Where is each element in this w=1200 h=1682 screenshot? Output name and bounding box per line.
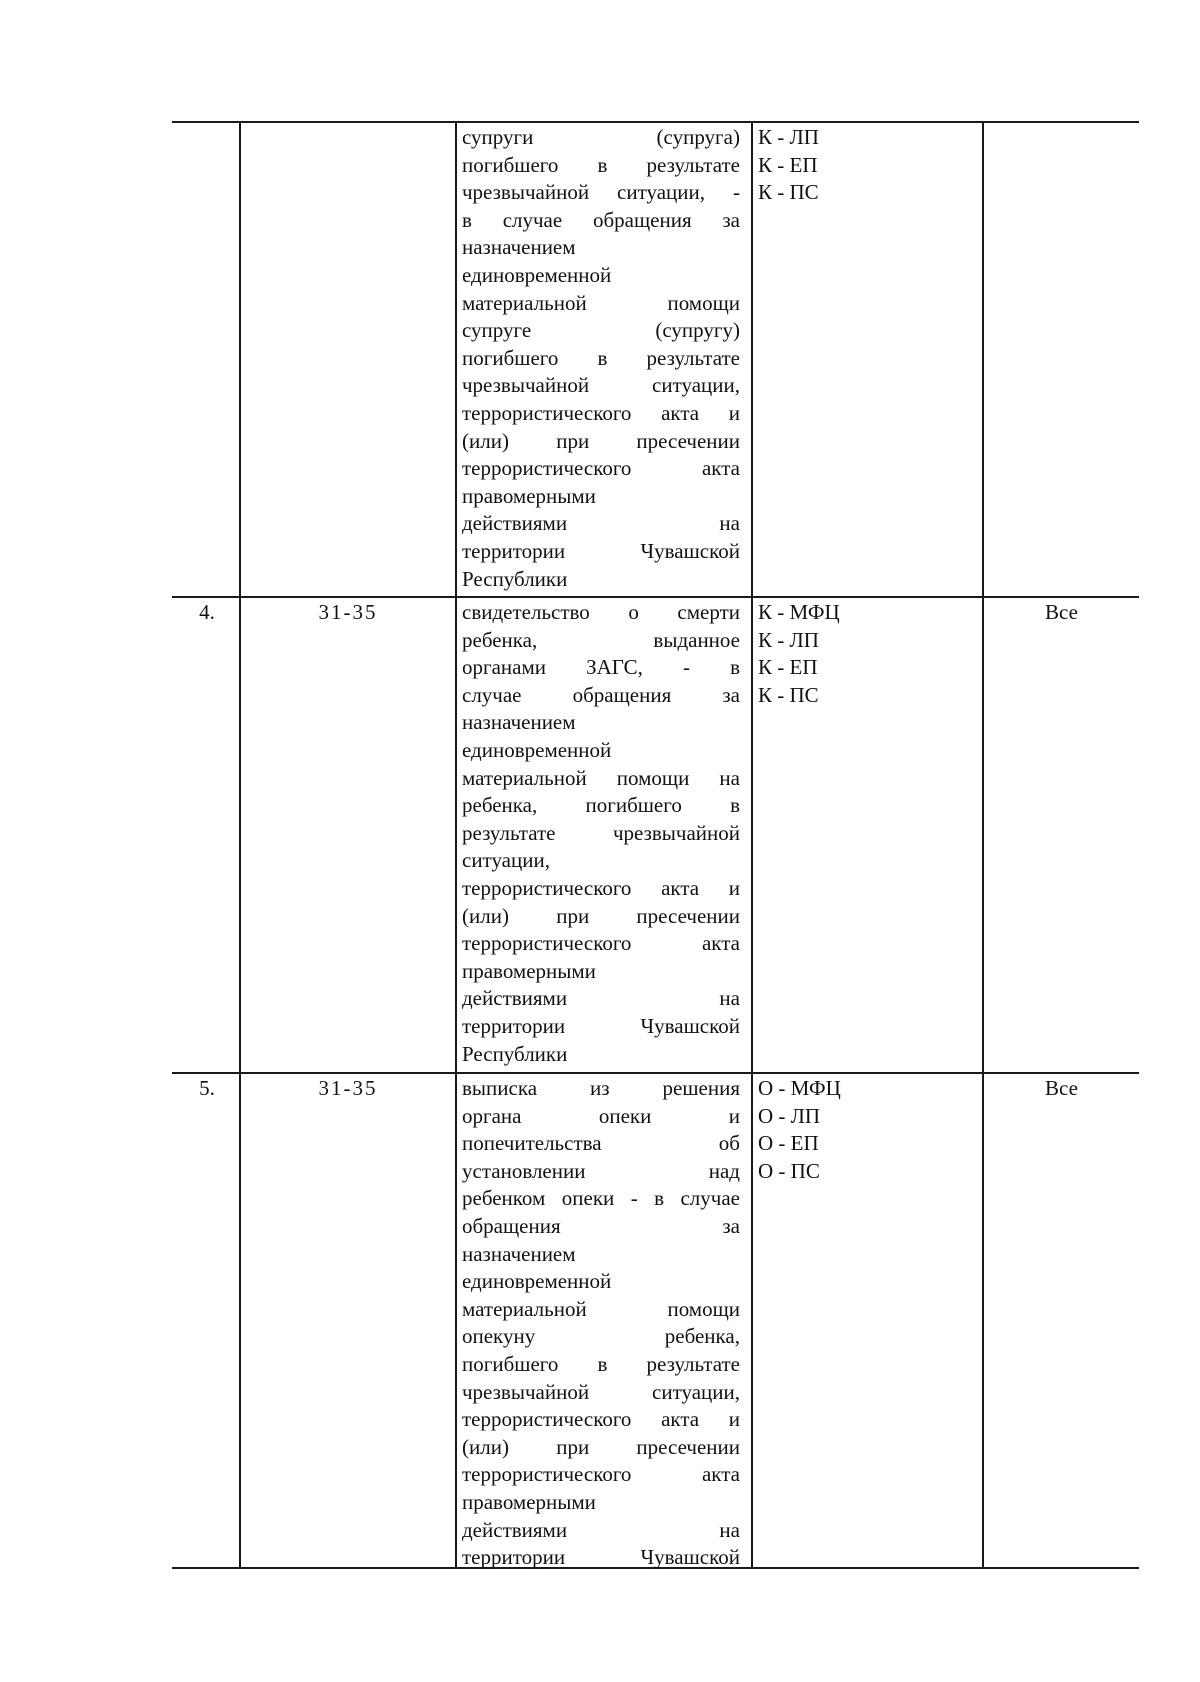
submission-code: К - ПС bbox=[758, 180, 819, 205]
column-divider bbox=[982, 121, 984, 1569]
submission-code: К - ЛП bbox=[758, 627, 819, 652]
description-line: террористического акта bbox=[462, 456, 740, 481]
description-line: погибшего в результате bbox=[462, 152, 740, 177]
table-row-3-pages: 31-35 bbox=[318, 1076, 378, 1100]
column-divider bbox=[751, 121, 753, 1569]
description-line: супруги (супруга) bbox=[462, 125, 740, 149]
description-line: чрезвычайной ситуации, - bbox=[462, 180, 740, 205]
description-line: террористического акта bbox=[462, 931, 740, 956]
column-divider bbox=[455, 121, 457, 1569]
description-line: ребенком опеки - в случае bbox=[462, 1186, 740, 1211]
description-line: действиями на bbox=[462, 511, 740, 536]
description-line: территории Чувашской bbox=[462, 1013, 740, 1038]
description-line: материальной помощи bbox=[462, 290, 740, 315]
description-line: назначением bbox=[462, 235, 576, 260]
description-line: ребенка, выданное bbox=[462, 627, 740, 652]
table-row-2-codes bbox=[758, 599, 958, 709]
description-line: в случае обращения за bbox=[462, 207, 740, 232]
description-line: материальной помощи на bbox=[462, 765, 740, 790]
table-row-1-description bbox=[462, 124, 740, 593]
description-line: органами ЗАГС, - в bbox=[462, 655, 740, 680]
description-line: территории Чувашской bbox=[462, 538, 740, 563]
table-row-1-codes bbox=[758, 124, 958, 207]
description-line: Республики bbox=[462, 1041, 568, 1066]
submission-code: К - ЕП bbox=[758, 655, 818, 680]
description-line: правомерными bbox=[462, 483, 596, 508]
description-line: случае обращения за bbox=[462, 682, 740, 707]
description-line: единовременной bbox=[462, 737, 612, 762]
table-row-3-number: 5. bbox=[199, 1076, 215, 1100]
description-line: (или) при пресечении bbox=[462, 428, 740, 453]
description-line: террористического акта и bbox=[462, 875, 740, 900]
description-line: единовременной bbox=[462, 1269, 612, 1294]
description-line: (или) при пресечении bbox=[462, 1434, 740, 1459]
description-line: террористического акта bbox=[462, 1462, 740, 1487]
table-top-border bbox=[172, 121, 1139, 123]
description-line: единовременной bbox=[462, 262, 612, 287]
description-line: (или) при пресечении bbox=[462, 903, 740, 928]
description-line: ребенка, погибшего в bbox=[462, 793, 740, 818]
description-line: правомерными bbox=[462, 1489, 596, 1514]
description-line: чрезвычайной ситуации, bbox=[462, 373, 740, 398]
description-line: свидетельство о смерти bbox=[462, 600, 740, 624]
description-line: чрезвычайной ситуации, bbox=[462, 1379, 740, 1404]
table-row-2-description bbox=[462, 599, 740, 1068]
description-line: выписка из решения bbox=[462, 1076, 740, 1100]
table-row-3-applies-to: Все bbox=[1045, 1076, 1078, 1100]
submission-code: К - ЛП bbox=[758, 125, 819, 149]
submission-code: К - ПС bbox=[758, 682, 819, 707]
submission-code: К - ЕП bbox=[758, 152, 818, 177]
description-line: действиями на bbox=[462, 1517, 740, 1542]
description-line: погибшего в результате bbox=[462, 345, 740, 370]
description-line: погибшего в результате bbox=[462, 1351, 740, 1376]
description-line: ситуации, bbox=[462, 848, 550, 873]
row-divider bbox=[172, 596, 1139, 598]
description-line: территории Чувашской bbox=[462, 1545, 740, 1570]
description-line: материальной помощи bbox=[462, 1296, 740, 1321]
description-line: террористического акта и bbox=[462, 1407, 740, 1432]
description-line: установлении над bbox=[462, 1158, 740, 1183]
submission-code: К - МФЦ bbox=[758, 600, 840, 624]
description-line: результате чрезвычайной bbox=[462, 820, 740, 845]
submission-code: О - ЕП bbox=[758, 1131, 819, 1156]
description-line: супруге (супругу) bbox=[462, 318, 740, 343]
description-line: действиями на bbox=[462, 986, 740, 1011]
table-row-3-codes bbox=[758, 1075, 958, 1185]
description-line: попечительства об bbox=[462, 1131, 740, 1156]
table-row-2-applies-to: Все bbox=[1045, 600, 1078, 624]
table-row-3-description bbox=[462, 1075, 740, 1572]
description-line: опекуну ребенка, bbox=[462, 1324, 740, 1349]
submission-code: О - ЛП bbox=[758, 1103, 821, 1128]
description-line: обращения за bbox=[462, 1213, 740, 1238]
description-line: назначением bbox=[462, 1241, 576, 1266]
description-line: назначением bbox=[462, 710, 576, 735]
description-line: террористического акта и bbox=[462, 400, 740, 425]
table-row-2-pages: 31-35 bbox=[318, 600, 378, 624]
submission-code: О - МФЦ bbox=[758, 1076, 841, 1100]
description-line: органа опеки и bbox=[462, 1103, 740, 1128]
column-divider bbox=[239, 121, 241, 1569]
description-line: Республики bbox=[462, 566, 568, 591]
table-row-2-number: 4. bbox=[199, 600, 215, 624]
row-divider bbox=[172, 1072, 1139, 1074]
description-line: правомерными bbox=[462, 958, 596, 983]
submission-code: О - ПС bbox=[758, 1158, 820, 1183]
